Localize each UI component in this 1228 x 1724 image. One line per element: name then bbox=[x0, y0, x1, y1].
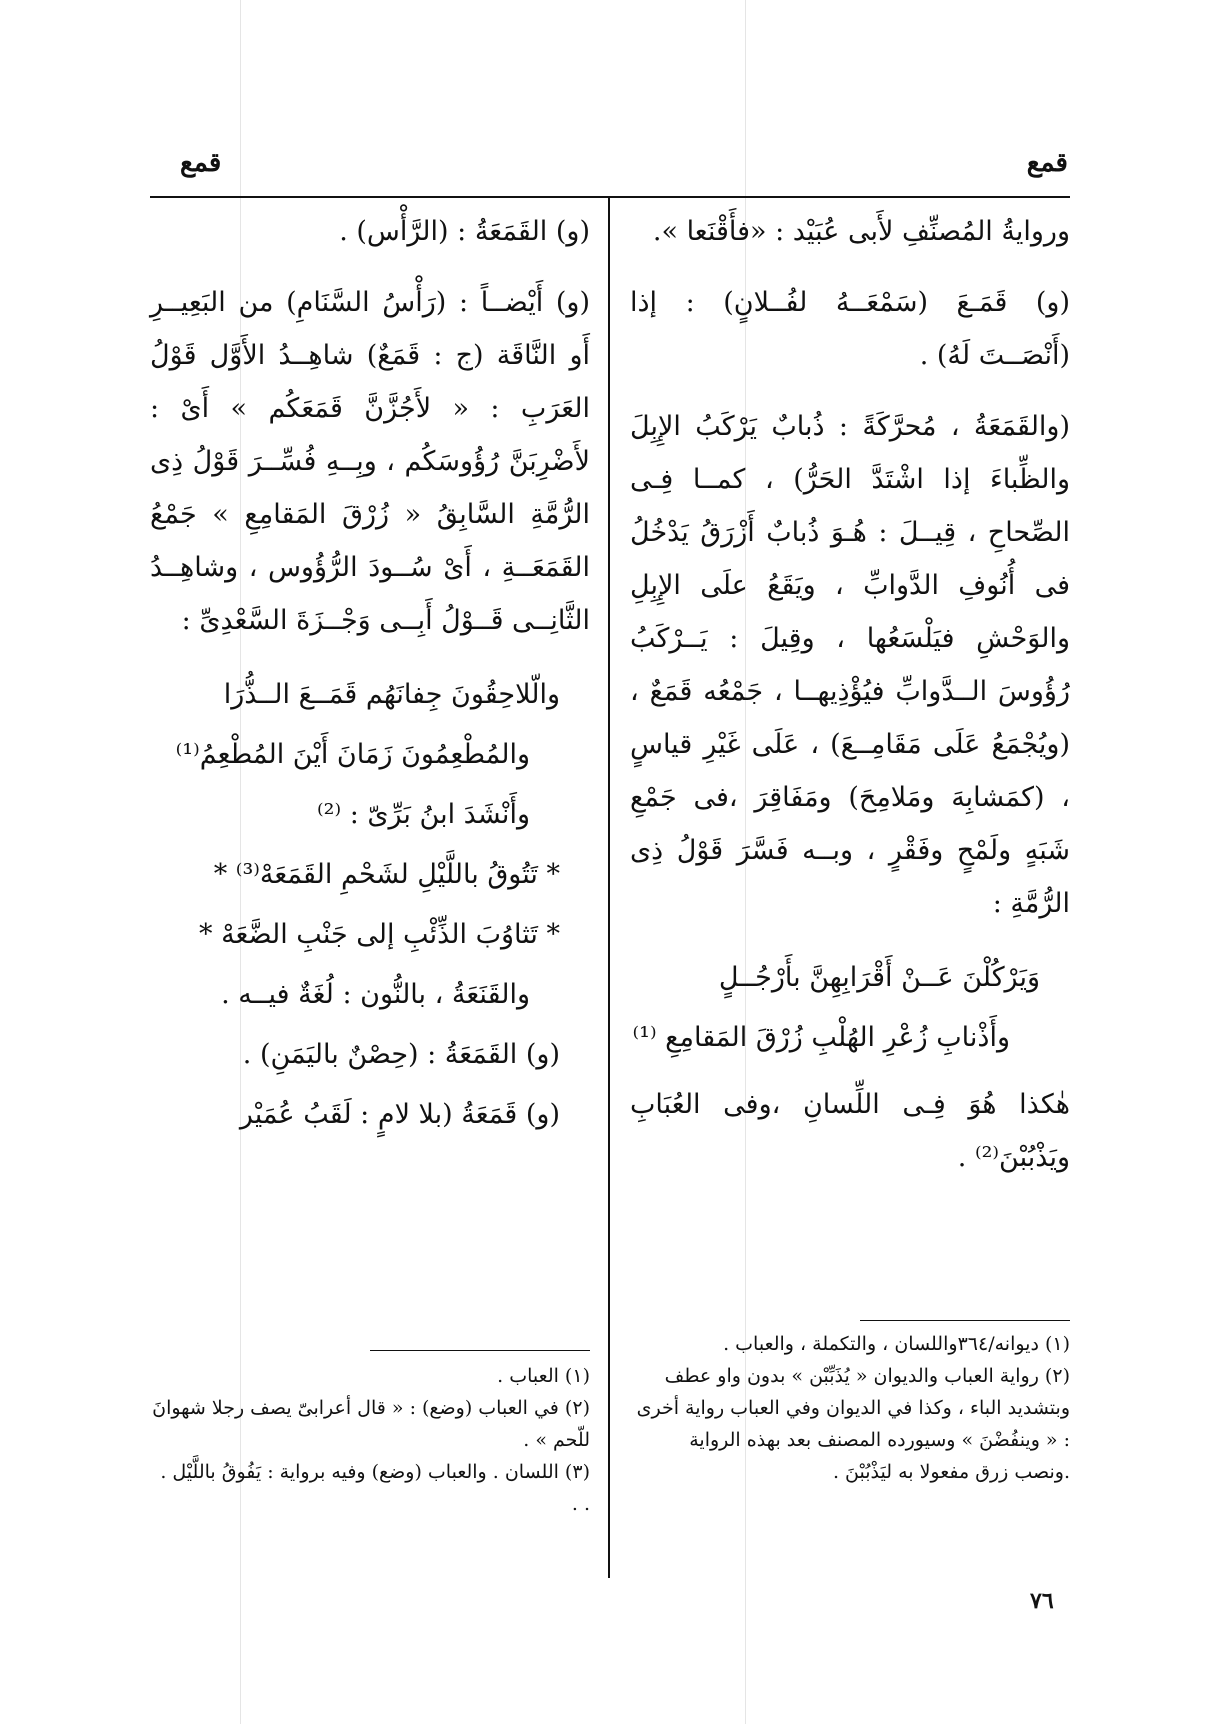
paragraph: هٰكذا هُوَ فِـى اللِّسانِ ،وفى العُبَابِ ويَذْبُبْنَ⁽²⁾ . bbox=[630, 1089, 1070, 1173]
paragraph: (و) أَيْضــاً : (رَأْسُ السَّنَامِ) من البَعِيــرِ أَو النَّاقَة (ج : قَمَعٌ) شاهِــدُ الأَوَّل قَوْلُ العَرَبِ : « لأَجُزَّنَّ قَمَعَكُم » أَىْ : لأَضْرِبَنَّ رُؤُوسَكُم ، وبِــهِ فُسِّــرَ قَوْلُ ذِى الرُّمَّةِ السَّابِقُ « زُرْقَ المَقامِعِ » جَمْعُ القَمَعَــةِ ، أَىْ سُــودَ الرُّؤُوس ، وشاهِــدُ الثَّانِــى قَــوْلُ أَبِــى وَجْــزَةَ السَّعْدِىِّ : bbox=[150, 287, 590, 636]
page-number: ٧٦ bbox=[1030, 1588, 1054, 1614]
left-column bbox=[150, 205, 590, 1145]
paragraph: وروايةُ المُصنِّفِ لأَبى عُبَيْد : «فأَقْنَعا ». bbox=[652, 216, 1070, 247]
paragraph: (و) قَمَعَةُ (بلا لامٍ : لَقَبُ عُمَيْر bbox=[239, 1099, 560, 1130]
verse-line: وَيَرْكُلْنَ عَــنْ أَقْرَابِهِنَّ بأَرْجُــلٍ bbox=[718, 962, 1040, 993]
paragraph: (والقَمَعَةُ ، مُحرَّكَةً : ذُبابٌ يَرْكَبُ الإِبِلَ والظِّباءَ إذا اشْتَدَّ الحَرُّ) ، كمــا فِـى الصِّحاحِ ، قِيــلَ : هُـوَ ذُبابٌ أَزْرَقُ يَدْخُلُ فى أُنُوفِ الدَّوابِّ ، ويَقَعُ علَى الإِبِلِ والوَحْشِ فيَلْسَعُها ، وقِيلَ : يَــرْكَبُ رُؤُوسَ الــدَّوابِّ فيُؤْذِيهــا ، جَمْعُه قَمَعٌ ، (ويُجْمَعُ عَلَى مَقَامِــعَ) ، عَلَى غَيْرِ قياسٍ ، (كمَشابِهَ ومَلامِحَ) ومَفَاقِرَ ،فى جَمْعِ شَبَهٍ ولَمْحٍ وفَقْرٍ ، وبــه فَسَّرَ قَوْلُ ذِى الرُّمَّةِ : bbox=[630, 411, 1070, 919]
verse-line: والّلاحِقُونَ جِفانَهُم قَمَــعَ الــذُّرَا bbox=[223, 679, 560, 710]
verse-line: وأَذْنابِ زُعْرِ الهُلْبِ زُرْقَ المَقامِعِ ⁽¹⁾ bbox=[632, 1022, 1010, 1053]
footnote: (٢) رواية العباب والديوان « يُذَبِّبْن » بدون واو عطف وبتشديد الباء ، وكذا في الديوان وفي العباب رواية أخرى : « وينفُضْنَ » وسيورده المصنف بعد بهذه الرواية .ونصب زرق مفعولا به ليَذْبُبْنَ . bbox=[636, 1365, 1070, 1483]
column-divider bbox=[608, 198, 610, 1578]
footnote: (١) العباب . bbox=[497, 1365, 590, 1387]
paragraph: (و) القَمَعَةُ : (حِصْنٌ باليَمَنِ) . bbox=[242, 1039, 560, 1070]
footnote-rule bbox=[860, 1320, 1070, 1321]
footnote-rule bbox=[370, 1350, 590, 1351]
paragraph: (و) قَمَـعَ (سَمْعَــهُ لفُــلانٍ) : إذا (أَنْصَــتَ لَهُ) . bbox=[630, 287, 1070, 371]
footnotes-left bbox=[150, 1360, 590, 1520]
paragraph: والقَنَعَةُ ، بالنُّون : لُغَةٌ فيــه . bbox=[221, 979, 530, 1010]
verse-intro: وأَنْشَدَ ابنُ بَرِّىّ : ⁽²⁾ bbox=[317, 799, 530, 830]
running-head-right: قمع bbox=[1026, 148, 1068, 178]
right-column bbox=[630, 205, 1070, 1202]
footnote: (٣) اللسان . والعباب (وضع) وفيه برواية : يَفُوقُ باللَّيْل . . . bbox=[160, 1461, 590, 1515]
footnote: (٢) في العباب (وضع) : « قال أعرابىّ يصف رجلا شهوانَ للّحم » . bbox=[152, 1397, 590, 1451]
paragraph: (و) القَمَعَةُ : (الرَّأْس) . bbox=[339, 216, 590, 247]
running-head-left: قمع bbox=[180, 148, 222, 178]
header-rule bbox=[150, 196, 1070, 198]
verse-line: والمُطْعِمُونَ زَمَانَ أَيْنَ المُطْعِمُ⁽¹⁾ bbox=[175, 739, 530, 770]
footnotes-right bbox=[630, 1328, 1070, 1488]
rajaz-line: * تَتُوقُ باللَّيْلِ لشَحْمِ القَمَعَهْ⁽³⁾ * bbox=[213, 859, 560, 890]
footnote: (١) ديوانه/٣٦٤واللسان ، والتكملة ، والعباب . bbox=[723, 1333, 1070, 1355]
rajaz-line: * تَثاوُبَ الذِّئْبِ إلى جَنْبِ الضَّعَهْ * bbox=[199, 919, 560, 950]
